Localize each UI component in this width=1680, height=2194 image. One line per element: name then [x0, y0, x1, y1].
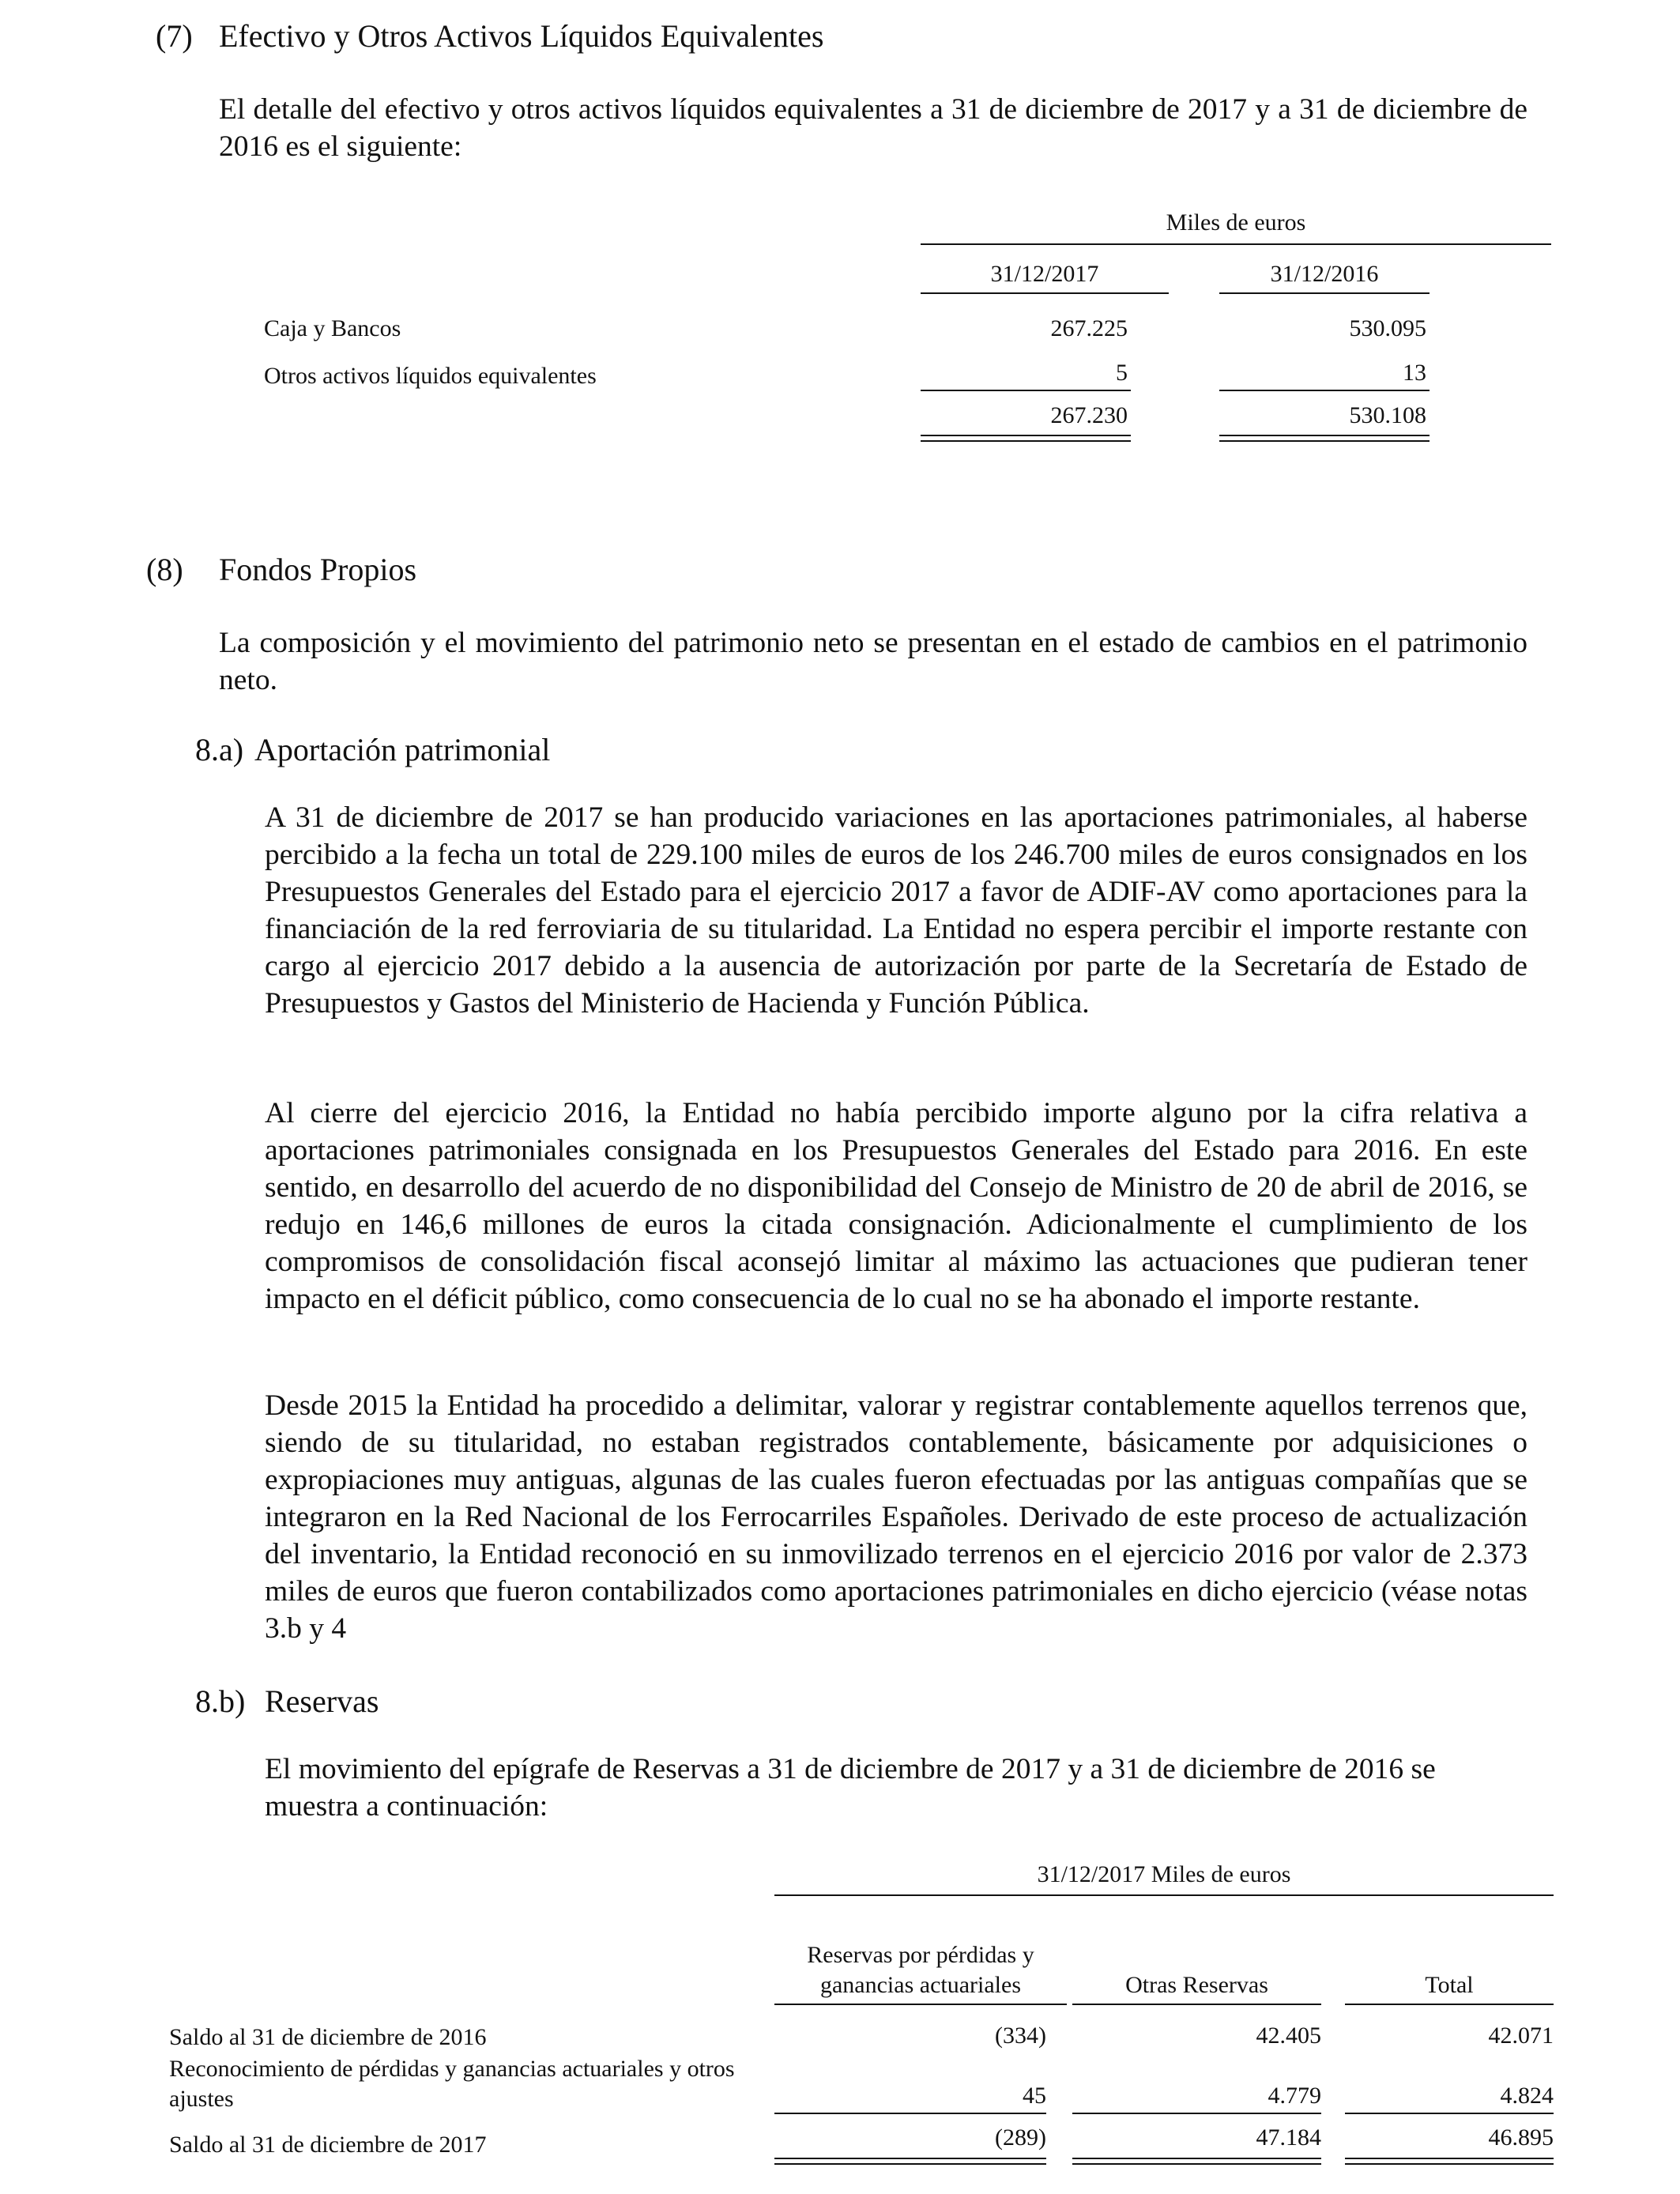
section-8-intro: La composición y el movimiento del patrimonio neto se presentan en el estado de cambios en el patrimonio neto.	[219, 627, 1527, 696]
reserves-row-label: Saldo al 31 de diciembre de 2016	[169, 2024, 487, 2050]
reserves-col-other: Otras Reservas	[1125, 1972, 1268, 1998]
section-7-title: Efectivo y Otros Activos Líquidos Equivalentes	[219, 18, 824, 54]
reserves-table-header: 31/12/2017 Miles de euros	[1037, 1861, 1291, 1887]
reserves-cell-other: 47.184	[1256, 2124, 1321, 2151]
section-8-number: (8)	[146, 552, 183, 587]
cash-cell-2017: 5	[1116, 360, 1128, 386]
cash-row-label: Otros activos líquidos equivalentes	[264, 363, 597, 389]
section-8b-intro: El movimiento del epígrafe de Reservas a 31 de diciembre de 2017 y a 31 de diciembre de 2016 se muestra a continuación:	[265, 1753, 1436, 1823]
section-7-intro: El detalle del efectivo y otros activos líquidos equivalentes a 31 de diciembre de 2017 y a 31 de diciembre de 2016 es el siguiente:	[219, 93, 1527, 163]
cash-col-2016: 31/12/2016	[1270, 261, 1379, 287]
reserves-row-label: Saldo al 31 de diciembre de 2017	[169, 2132, 487, 2158]
section-8a-number: 8.a)	[195, 732, 244, 767]
cash-row-label: Caja y Bancos	[264, 315, 401, 341]
reserves-cell-actuarial: 45	[1023, 2083, 1046, 2109]
reserves-row-label: Reconocimiento de pérdidas y ganancias actuariales y otros ajustes	[169, 2056, 735, 2112]
reserves-cell-total: 4.824	[1500, 2083, 1554, 2109]
cash-table-unit-header: Miles de euros	[1166, 209, 1306, 236]
section-7-number: (7)	[156, 18, 193, 54]
cash-cell-2016: 530.095	[1349, 315, 1426, 341]
cash-total-2017: 267.230	[1050, 402, 1128, 428]
reserves-cell-other: 42.405	[1256, 2022, 1321, 2049]
cash-cell-2017: 267.225	[1050, 315, 1128, 341]
cash-col-2017: 31/12/2017	[990, 261, 1099, 287]
cash-cell-2016: 13	[1403, 360, 1426, 386]
reserves-col-total: Total	[1425, 1972, 1474, 1998]
reserves-cell-total: 46.895	[1488, 2124, 1554, 2151]
reserves-col-actuarial: Reservas por pérdidas y ganancias actuariales	[807, 1942, 1034, 1998]
section-8b-number: 8.b)	[195, 1683, 246, 1719]
paragraph-8a-2: Al cierre del ejercicio 2016, la Entidad no había percibido importe alguno por la cifra relativa a aportaciones patrimoniales consignada en los Presupuestos Generales del Estado para 2016. En este sentido, en desarrollo del acuerdo de no disponibilidad del Consejo de Ministro de 20 de abril de 2016, se redujo en 146,6 millones de euros la citada consignación. Adicionalmente el cumplimiento de los compromisos de consolidación fiscal aconsejó limitar al máximo las actuaciones que pudieran tener impacto en el déficit público, como consecuencia de lo cual no se ha abonado el importe restante.	[265, 1097, 1527, 1315]
cash-total-2016: 530.108	[1349, 402, 1426, 428]
section-8-title: Fondos Propios	[219, 552, 417, 587]
reserves-cell-other: 4.779	[1268, 2083, 1321, 2109]
reserves-cell-actuarial: (289)	[995, 2124, 1046, 2151]
reserves-cell-actuarial: (334)	[995, 2022, 1046, 2049]
section-8b-title: Reservas	[265, 1683, 379, 1719]
reserves-cell-total: 42.071	[1488, 2022, 1554, 2049]
section-8a-title: Aportación patrimonial	[254, 732, 551, 767]
paragraph-8a-1: A 31 de diciembre de 2017 se han producido variaciones en las aportaciones patrimoniales, al haberse percibido a la fecha un total de 229.100 miles de euros de los 246.700 miles de euros consignados en los Presupuestos Generales del Estado para el ejercicio 2017 a favor de ADIF-AV como aportaciones para la financiación de la red ferroviaria de su titularidad. La Entidad no espera percibir el importe restante con cargo al ejercicio 2017 debido a la ausencia de autorización por parte de la Secretaría de Estado de Presupuestos y Gastos del Ministerio de Hacienda y Función Pública.	[265, 801, 1527, 1020]
paragraph-8a-3: Desde 2015 la Entidad ha procedido a delimitar, valorar y registrar contablemente aquellos terrenos que, siendo de su titularidad, no estaban registrados contablemente, básicamente por adquisiciones o expropiaciones muy antiguas, algunas de las cuales fueron efectuadas por las antiguas compañías que se integraron en la Red Nacional de los Ferrocarriles Españoles. Derivado de este proceso de actualización del inventario, la Entidad reconoció en su inmovilizado terrenos en el ejercicio 2016 por valor de 2.373 miles de euros que fueron contabilizados como aportaciones patrimoniales en dicho ejercicio (véase notas 3.b y 4	[265, 1389, 1527, 1645]
